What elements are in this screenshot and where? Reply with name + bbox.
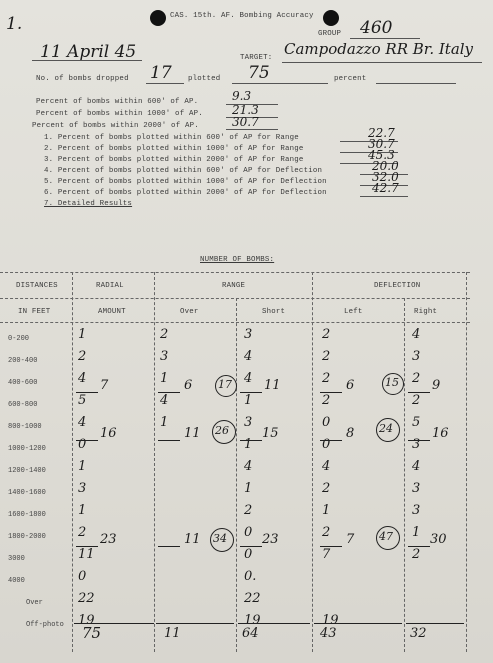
total-short: 64 (242, 626, 259, 641)
left-600-subtotal: 6 (346, 378, 355, 393)
cell-right: 4 (412, 327, 421, 342)
col-rule-4 (312, 272, 313, 652)
right-600-subtotal: 9 (432, 378, 441, 393)
range-600-circle-value: 17 (218, 378, 232, 391)
row-distance-label: 1800-2000 (8, 533, 46, 541)
row-distance-label: 200-400 (8, 357, 38, 365)
cell-right: 3 (412, 437, 421, 452)
totals-rule-left (314, 623, 402, 624)
target-label: TARGET: (240, 54, 273, 62)
radial-1000-subtotal: 16 (100, 426, 117, 441)
percent-2000-value: 30.7 (232, 115, 259, 129)
item-4-label: 4. Percent of bombs plotted within 600' of AP for Deflection (44, 167, 323, 175)
cell-short: 1 (244, 393, 253, 408)
cell-short: 4 (244, 349, 253, 364)
right-2000-bar (408, 546, 430, 547)
cell-radial: 4 (78, 371, 87, 386)
cell-left: 2 (322, 481, 331, 496)
cell-right: 5 (412, 415, 421, 430)
punch-hole-left (150, 10, 166, 26)
row-distance-label: 1600-1800 (8, 511, 46, 519)
col-rule-2 (154, 272, 155, 652)
cell-right: 4 (412, 459, 421, 474)
totals-rule-over (156, 623, 234, 624)
range-1000-circle-value: 26 (215, 424, 229, 437)
percent-2000-label: Percent of bombs within 2000' of AP. (32, 122, 199, 130)
cell-short: 4 (244, 371, 253, 386)
row-distance-label: 400-600 (8, 379, 38, 387)
col-rule-6 (466, 272, 467, 652)
row-distance-label: 800-1000 (8, 423, 42, 431)
cell-left: 0 (322, 415, 331, 430)
cell-radial: 0 (78, 569, 87, 584)
plotted-underline (232, 83, 328, 84)
total-right: 32 (410, 626, 427, 641)
cell-short: 0. (244, 569, 257, 584)
item-6-label: 6. Percent of bombs plotted within 2000' of AP for Deflection (44, 189, 327, 197)
radial-2000-subtotal: 23 (100, 532, 117, 547)
plotted-value: 75 (248, 63, 270, 83)
cell-short: 1 (244, 481, 253, 496)
cell-over: 1 (160, 371, 169, 386)
row-distance-label: 1000-1200 (8, 445, 46, 453)
short-600-subtotal: 11 (264, 378, 281, 393)
header-range: RANGE (222, 282, 246, 290)
cell-short: 1 (244, 437, 253, 452)
short-1000-subtotal: 15 (262, 426, 279, 441)
cell-left: 19 (322, 613, 339, 628)
bombs-dropped-underline (146, 83, 184, 84)
over-2000-subtotal: 11 (184, 532, 201, 547)
row-distance-label: 0-200 (8, 335, 30, 343)
percent-label: percent (334, 75, 367, 83)
right-600-bar (408, 392, 430, 393)
header-radial: RADIAL (96, 282, 124, 290)
item-2-value: 30.7 (368, 137, 395, 151)
cell-radial: 22 (78, 591, 95, 606)
cell-right: 2 (412, 393, 421, 408)
cell-short: 4 (244, 459, 253, 474)
punch-hole-right (323, 10, 339, 26)
header-short: Short (262, 308, 286, 316)
cell-radial: 2 (78, 349, 87, 364)
cell-over: 2 (160, 327, 169, 342)
table-title: NUMBER OF BOMBS: (200, 256, 275, 264)
cell-right: 3 (412, 503, 421, 518)
defl-2000-circle-value: 47 (379, 530, 393, 543)
item-3-label: 3. Percent of bombs plotted within 2000' of AP for Range (44, 156, 304, 164)
cell-radial: 3 (78, 481, 87, 496)
cell-right: 1 (412, 525, 421, 540)
cell-short: 3 (244, 415, 253, 430)
cell-left: 2 (322, 393, 331, 408)
totals-rule-short (238, 623, 310, 624)
item-3-value: 45.3 (368, 148, 395, 162)
header-distances: DISTANCES (16, 282, 58, 290)
defl-1000-circle-value: 24 (379, 422, 393, 435)
plotted-label: plotted (188, 75, 221, 83)
cell-right: 3 (412, 481, 421, 496)
table-subheader-rule (0, 322, 470, 323)
cell-short: 0 (244, 547, 253, 562)
total-left: 43 (320, 626, 337, 641)
bombs-dropped-value: 17 (150, 63, 172, 83)
cell-radial: 2 (78, 525, 87, 540)
left-2000-bar (320, 546, 342, 547)
radial-1000-bar (76, 440, 98, 441)
cell-radial: 0 (78, 437, 87, 452)
col-rule-1 (72, 272, 73, 652)
header-amount: AMOUNT (98, 308, 126, 316)
item-5-label: 5. Percent of bombs plotted within 1000' of AP for Deflection (44, 178, 327, 186)
short-2000-subtotal: 23 (262, 532, 279, 547)
total-radial: 75 (82, 624, 102, 642)
row-distance-label: 4000 (8, 577, 25, 585)
row-distance-label: Off-photo (26, 621, 64, 629)
row-distance-label: Over (26, 599, 43, 607)
left-1000-subtotal: 8 (346, 426, 355, 441)
radial-600-subtotal: 7 (100, 378, 109, 393)
cell-radial: 1 (78, 459, 87, 474)
left-1000-bar (320, 440, 342, 441)
percent-underline (376, 83, 456, 84)
over-1000-subtotal: 11 (184, 426, 201, 441)
right-2000-subtotal: 30 (430, 532, 447, 547)
table-header-rule (0, 298, 470, 299)
table-top-rule (0, 272, 470, 273)
cell-radial: 1 (78, 327, 87, 342)
item-1-label: 1. Percent of bombs plotted within 600' of AP for Range (44, 134, 299, 142)
cell-left: 7 (322, 547, 331, 562)
row-distance-label: 3000 (8, 555, 25, 563)
percent-1000-value: 21.3 (232, 103, 259, 117)
over-2000-bar (158, 546, 180, 547)
header-left: Left (344, 308, 363, 316)
left-600-bar (320, 392, 342, 393)
row-distance-label: 1400-1600 (8, 489, 46, 497)
left-2000-subtotal: 7 (346, 532, 355, 547)
group-value: 460 (360, 18, 393, 38)
cell-radial: 1 (78, 503, 87, 518)
document-title: CAS. 15th. AF. Bombing Accuracy (170, 12, 314, 20)
header-right: Right (414, 308, 438, 316)
date-underline (32, 60, 142, 61)
header-deflection: DEFLECTION (374, 282, 421, 290)
target-value: Campodazzo RR Br. Italy (284, 40, 474, 58)
cell-left: 2 (322, 349, 331, 364)
radial-600-bar (76, 392, 98, 393)
row-distance-label: 600-800 (8, 401, 38, 409)
over-600-bar (158, 392, 180, 393)
bombs-dropped-label: No. of bombs dropped (36, 75, 129, 83)
cell-radial: 11 (78, 547, 95, 562)
radial-2000-bar (76, 546, 98, 547)
cell-short: 19 (244, 613, 261, 628)
cell-radial: 5 (78, 393, 87, 408)
range-2000-circle-value: 34 (213, 532, 227, 545)
short-600-bar (240, 392, 262, 393)
item-6-value: 42.7 (372, 181, 399, 195)
item-7-label: 7. Detailed Results (44, 200, 133, 208)
cell-left: 4 (322, 459, 331, 474)
cell-short: 2 (244, 503, 253, 518)
cell-radial: 19 (78, 613, 95, 628)
row-distance-label: 1200-1400 (8, 467, 46, 475)
short-1000-bar (240, 440, 262, 441)
col-rule-3 (236, 298, 237, 652)
cell-short: 22 (244, 591, 261, 606)
cell-left: 2 (322, 327, 331, 342)
group-underline (350, 38, 420, 39)
totals-rule-right (406, 623, 464, 624)
cell-right: 2 (412, 547, 421, 562)
target-underline (282, 62, 482, 63)
total-over: 11 (164, 626, 181, 641)
right-1000-subtotal: 16 (432, 426, 449, 441)
cell-left: 2 (322, 525, 331, 540)
item-6-underline (360, 196, 408, 197)
cell-right: 3 (412, 349, 421, 364)
cell-left: 2 (322, 371, 331, 386)
header-in-feet: IN FEET (18, 308, 51, 316)
cell-radial: 4 (78, 415, 87, 430)
cell-over: 1 (160, 415, 169, 430)
cell-right: 2 (412, 371, 421, 386)
cell-over: 3 (160, 349, 169, 364)
date-value: 11 April 45 (40, 42, 137, 62)
percent-600-value: 9.3 (232, 89, 252, 103)
item-5-value: 32.0 (372, 170, 399, 184)
over-600-subtotal: 6 (184, 378, 193, 393)
percent-2000-underline (226, 129, 278, 130)
short-2000-bar (240, 546, 262, 547)
over-1000-bar (158, 440, 180, 441)
col-rule-5 (404, 298, 405, 652)
cell-short: 0 (244, 525, 253, 540)
defl-600-circle-value: 15 (385, 376, 399, 389)
percent-600-label: Percent of bombs within 600' of AP. (36, 98, 199, 106)
cell-over: 4 (160, 393, 169, 408)
right-1000-bar (408, 440, 430, 441)
group-label: GROUP (318, 30, 342, 38)
cell-left: 0 (322, 437, 331, 452)
percent-1000-label: Percent of bombs within 1000' of AP. (36, 110, 203, 118)
item-2-label: 2. Percent of bombs plotted within 1000' of AP for Range (44, 145, 304, 153)
cell-left: 1 (322, 503, 331, 518)
item-4-value: 20.0 (372, 159, 399, 173)
item-1-value: 22.7 (368, 126, 395, 140)
page-mark: 1. (6, 14, 23, 34)
cell-short: 3 (244, 327, 253, 342)
header-over: Over (180, 308, 199, 316)
